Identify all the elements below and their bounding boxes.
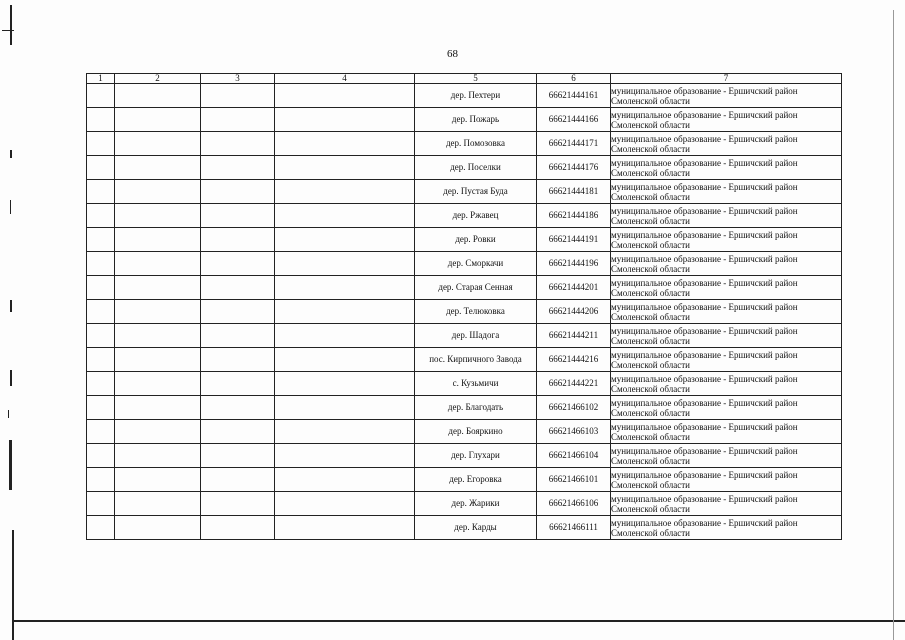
table-row xyxy=(87,156,842,180)
settlement-name: дер. Глухари xyxy=(415,444,537,468)
municipality-line-1: муниципальное образование - Ершичский район xyxy=(611,109,798,120)
table-row xyxy=(87,468,842,492)
municipality-cell xyxy=(611,252,842,276)
empty-cell xyxy=(275,324,415,348)
settlement-name: дер. Жарики xyxy=(415,492,537,516)
empty-cell xyxy=(275,444,415,468)
oktmo-code: 66621444166 xyxy=(537,108,611,132)
empty-cell xyxy=(201,252,275,276)
empty-cell xyxy=(115,300,201,324)
municipality-line-1: муниципальное образование - Ершичский район xyxy=(611,517,798,528)
oktmo-code: 66621444216 xyxy=(537,348,611,372)
empty-cell xyxy=(275,420,415,444)
empty-cell xyxy=(87,228,115,252)
empty-cell xyxy=(201,516,275,540)
empty-cell xyxy=(115,132,201,156)
scan-artifact xyxy=(8,410,9,418)
municipality-cell xyxy=(611,84,842,108)
scan-artifact xyxy=(893,10,894,640)
municipality-line-2: Смоленской области xyxy=(611,407,690,418)
column-header: 1 xyxy=(87,74,115,84)
municipality-cell xyxy=(611,348,842,372)
empty-cell xyxy=(201,492,275,516)
municipality-cell xyxy=(611,516,842,540)
settlement-name: пос. Кирпичного Завода xyxy=(415,348,537,372)
empty-cell xyxy=(87,300,115,324)
municipality-line-1: муниципальное образование - Ершичский район xyxy=(611,421,798,432)
column-header: 5 xyxy=(415,74,537,84)
empty-cell xyxy=(201,396,275,420)
municipality-cell xyxy=(611,228,842,252)
table-row xyxy=(87,84,842,108)
municipality-cell xyxy=(611,300,842,324)
municipality-line-2: Смоленской области xyxy=(611,335,690,346)
empty-cell xyxy=(87,252,115,276)
scan-artifact xyxy=(10,5,12,45)
municipality-line-1: муниципальное образование - Ершичский район xyxy=(611,253,798,264)
empty-cell xyxy=(275,84,415,108)
empty-cell xyxy=(87,156,115,180)
empty-cell xyxy=(87,204,115,228)
empty-cell xyxy=(201,348,275,372)
page-number: 68 xyxy=(447,48,458,60)
header-row xyxy=(87,74,842,84)
table-row xyxy=(87,132,842,156)
oktmo-code: 66621466103 xyxy=(537,420,611,444)
empty-cell xyxy=(115,516,201,540)
municipality-line-2: Смоленской области xyxy=(611,143,690,154)
oktmo-code: 66621444211 xyxy=(537,324,611,348)
empty-cell xyxy=(115,420,201,444)
empty-cell xyxy=(115,348,201,372)
oktmo-code: 66621444191 xyxy=(537,228,611,252)
municipality-line-1: муниципальное образование - Ершичский район xyxy=(611,469,798,480)
settlement-name: дер. Благодать xyxy=(415,396,537,420)
municipality-cell xyxy=(611,420,842,444)
municipality-line-2: Смоленской области xyxy=(611,455,690,466)
empty-cell xyxy=(115,156,201,180)
municipality-line-1: муниципальное образование - Ершичский район xyxy=(611,349,798,360)
empty-cell xyxy=(275,252,415,276)
municipality-line-2: Смоленской области xyxy=(611,479,690,490)
municipality-line-2: Смоленской области xyxy=(611,167,690,178)
empty-cell xyxy=(87,324,115,348)
empty-cell xyxy=(115,84,201,108)
empty-cell xyxy=(275,300,415,324)
scan-artifact xyxy=(10,150,12,158)
empty-cell xyxy=(87,516,115,540)
column-header: 6 xyxy=(537,74,611,84)
table-row xyxy=(87,420,842,444)
scan-artifact xyxy=(10,200,11,214)
empty-cell xyxy=(115,252,201,276)
empty-cell xyxy=(115,372,201,396)
empty-cell xyxy=(87,132,115,156)
municipality-line-2: Смоленской области xyxy=(611,431,690,442)
column-header: 7 xyxy=(611,74,842,84)
empty-cell xyxy=(201,156,275,180)
empty-cell xyxy=(115,444,201,468)
empty-cell xyxy=(115,468,201,492)
municipality-cell xyxy=(611,108,842,132)
settlement-name: дер. Поселки xyxy=(415,156,537,180)
municipality-cell xyxy=(611,396,842,420)
empty-cell xyxy=(115,492,201,516)
empty-cell xyxy=(275,228,415,252)
municipality-line-1: муниципальное образование - Ершичский район xyxy=(611,205,798,216)
empty-cell xyxy=(87,180,115,204)
municipality-line-2: Смоленской области xyxy=(611,119,690,130)
municipality-line-2: Смоленской области xyxy=(611,263,690,274)
table-row xyxy=(87,444,842,468)
municipality-cell xyxy=(611,132,842,156)
oktmo-code: 66621444181 xyxy=(537,180,611,204)
table-row xyxy=(87,492,842,516)
empty-cell xyxy=(87,492,115,516)
empty-cell xyxy=(115,276,201,300)
table-row xyxy=(87,252,842,276)
oktmo-code: 66621466104 xyxy=(537,444,611,468)
empty-cell xyxy=(201,108,275,132)
municipality-line-1: муниципальное образование - Ершичский район xyxy=(611,133,798,144)
municipality-line-1: муниципальное образование - Ершичский район xyxy=(611,445,798,456)
settlement-name: дер. Телюковка xyxy=(415,300,537,324)
table-row xyxy=(87,276,842,300)
empty-cell xyxy=(87,468,115,492)
settlement-name: с. Кузьмичи xyxy=(415,372,537,396)
table-row xyxy=(87,228,842,252)
municipality-cell xyxy=(611,444,842,468)
empty-cell xyxy=(201,468,275,492)
empty-cell xyxy=(201,180,275,204)
table-row xyxy=(87,204,842,228)
settlement-name: дер. Сморкачи xyxy=(415,252,537,276)
empty-cell xyxy=(115,228,201,252)
oktmo-code: 66621444201 xyxy=(537,276,611,300)
settlement-name: дер. Бояркино xyxy=(415,420,537,444)
empty-cell xyxy=(275,396,415,420)
settlement-name: дер. Карды xyxy=(415,516,537,540)
scan-artifact xyxy=(10,300,12,312)
empty-cell xyxy=(201,132,275,156)
table-row xyxy=(87,372,842,396)
scan-artifact xyxy=(12,620,905,622)
empty-cell xyxy=(87,84,115,108)
empty-cell xyxy=(87,108,115,132)
column-header: 2 xyxy=(115,74,201,84)
oktmo-code: 66621444186 xyxy=(537,204,611,228)
municipality-cell xyxy=(611,156,842,180)
oktmo-code: 66621444221 xyxy=(537,372,611,396)
empty-cell xyxy=(275,132,415,156)
municipality-line-2: Смоленской области xyxy=(611,359,690,370)
municipality-cell xyxy=(611,468,842,492)
table-row xyxy=(87,324,842,348)
empty-cell xyxy=(201,300,275,324)
municipality-line-2: Смоленской области xyxy=(611,95,690,106)
empty-cell xyxy=(275,204,415,228)
oktmo-code: 66621444161 xyxy=(537,84,611,108)
empty-cell xyxy=(275,516,415,540)
empty-cell xyxy=(87,348,115,372)
municipality-line-1: муниципальное образование - Ершичский район xyxy=(611,277,798,288)
scan-artifact xyxy=(9,440,12,490)
empty-cell xyxy=(87,396,115,420)
table-row xyxy=(87,300,842,324)
municipality-line-2: Смоленской области xyxy=(611,191,690,202)
municipality-line-2: Смоленской области xyxy=(611,311,690,322)
settlement-name: дер. Помозовка xyxy=(415,132,537,156)
empty-cell xyxy=(275,108,415,132)
empty-cell xyxy=(201,444,275,468)
table-row xyxy=(87,516,842,540)
oktmo-code: 66621444171 xyxy=(537,132,611,156)
settlement-name: дер. Пустая Буда xyxy=(415,180,537,204)
settlement-name: дер. Пожарь xyxy=(415,108,537,132)
municipality-cell xyxy=(611,180,842,204)
settlement-name: дер. Егоровка xyxy=(415,468,537,492)
municipality-cell xyxy=(611,204,842,228)
municipality-line-1: муниципальное образование - Ершичский район xyxy=(611,85,798,96)
municipality-cell xyxy=(611,324,842,348)
settlement-name: дер. Ровки xyxy=(415,228,537,252)
municipality-line-1: муниципальное образование - Ершичский район xyxy=(611,397,798,408)
empty-cell xyxy=(87,372,115,396)
empty-cell xyxy=(115,180,201,204)
column-header: 4 xyxy=(275,74,415,84)
empty-cell xyxy=(87,276,115,300)
municipality-cell xyxy=(611,276,842,300)
settlement-name: дер. Пехтери xyxy=(415,84,537,108)
empty-cell xyxy=(275,276,415,300)
empty-cell xyxy=(275,348,415,372)
municipality-line-1: муниципальное образование - Ершичский район xyxy=(611,157,798,168)
oktmo-code: 66621466101 xyxy=(537,468,611,492)
municipality-line-1: муниципальное образование - Ершичский район xyxy=(611,229,798,240)
municipality-line-2: Смоленской области xyxy=(611,503,690,514)
municipality-line-1: муниципальное образование - Ершичский район xyxy=(611,301,798,312)
municipality-cell xyxy=(611,372,842,396)
empty-cell xyxy=(201,276,275,300)
table-row xyxy=(87,108,842,132)
settlement-name: дер. Старая Сенная xyxy=(415,276,537,300)
municipality-line-1: муниципальное образование - Ершичский район xyxy=(611,181,798,192)
empty-cell xyxy=(275,156,415,180)
empty-cell xyxy=(275,180,415,204)
oktmo-code: 66621466111 xyxy=(537,516,611,540)
empty-cell xyxy=(115,324,201,348)
municipality-cell xyxy=(611,492,842,516)
settlement-name: дер. Ржавец xyxy=(415,204,537,228)
empty-cell xyxy=(201,228,275,252)
scan-artifact xyxy=(12,530,14,640)
oktmo-code: 66621444196 xyxy=(537,252,611,276)
column-header: 3 xyxy=(201,74,275,84)
empty-cell xyxy=(201,84,275,108)
empty-cell xyxy=(87,444,115,468)
oktmo-code: 66621466106 xyxy=(537,492,611,516)
empty-cell xyxy=(275,372,415,396)
scan-artifact xyxy=(2,30,14,31)
settlements-table xyxy=(86,73,842,540)
table-row xyxy=(87,180,842,204)
municipality-line-1: муниципальное образование - Ершичский район xyxy=(611,493,798,504)
municipality-line-2: Смоленской области xyxy=(611,239,690,250)
scan-artifact xyxy=(10,370,12,386)
municipality-line-1: муниципальное образование - Ершичский район xyxy=(611,373,798,384)
empty-cell xyxy=(201,420,275,444)
oktmo-code: 66621444206 xyxy=(537,300,611,324)
empty-cell xyxy=(275,492,415,516)
table-row xyxy=(87,396,842,420)
municipality-line-1: муниципальное образование - Ершичский район xyxy=(611,325,798,336)
empty-cell xyxy=(201,324,275,348)
empty-cell xyxy=(115,204,201,228)
empty-cell xyxy=(201,204,275,228)
empty-cell xyxy=(87,420,115,444)
empty-cell xyxy=(201,372,275,396)
empty-cell xyxy=(115,396,201,420)
municipality-line-2: Смоленской области xyxy=(611,527,690,538)
municipality-line-2: Смоленской области xyxy=(611,287,690,298)
oktmo-code: 66621466102 xyxy=(537,396,611,420)
empty-cell xyxy=(115,108,201,132)
empty-cell xyxy=(275,468,415,492)
municipality-line-2: Смоленской области xyxy=(611,383,690,394)
oktmo-code: 66621444176 xyxy=(537,156,611,180)
settlement-name: дер. Шадога xyxy=(415,324,537,348)
table-row xyxy=(87,348,842,372)
municipality-line-2: Смоленской области xyxy=(611,215,690,226)
